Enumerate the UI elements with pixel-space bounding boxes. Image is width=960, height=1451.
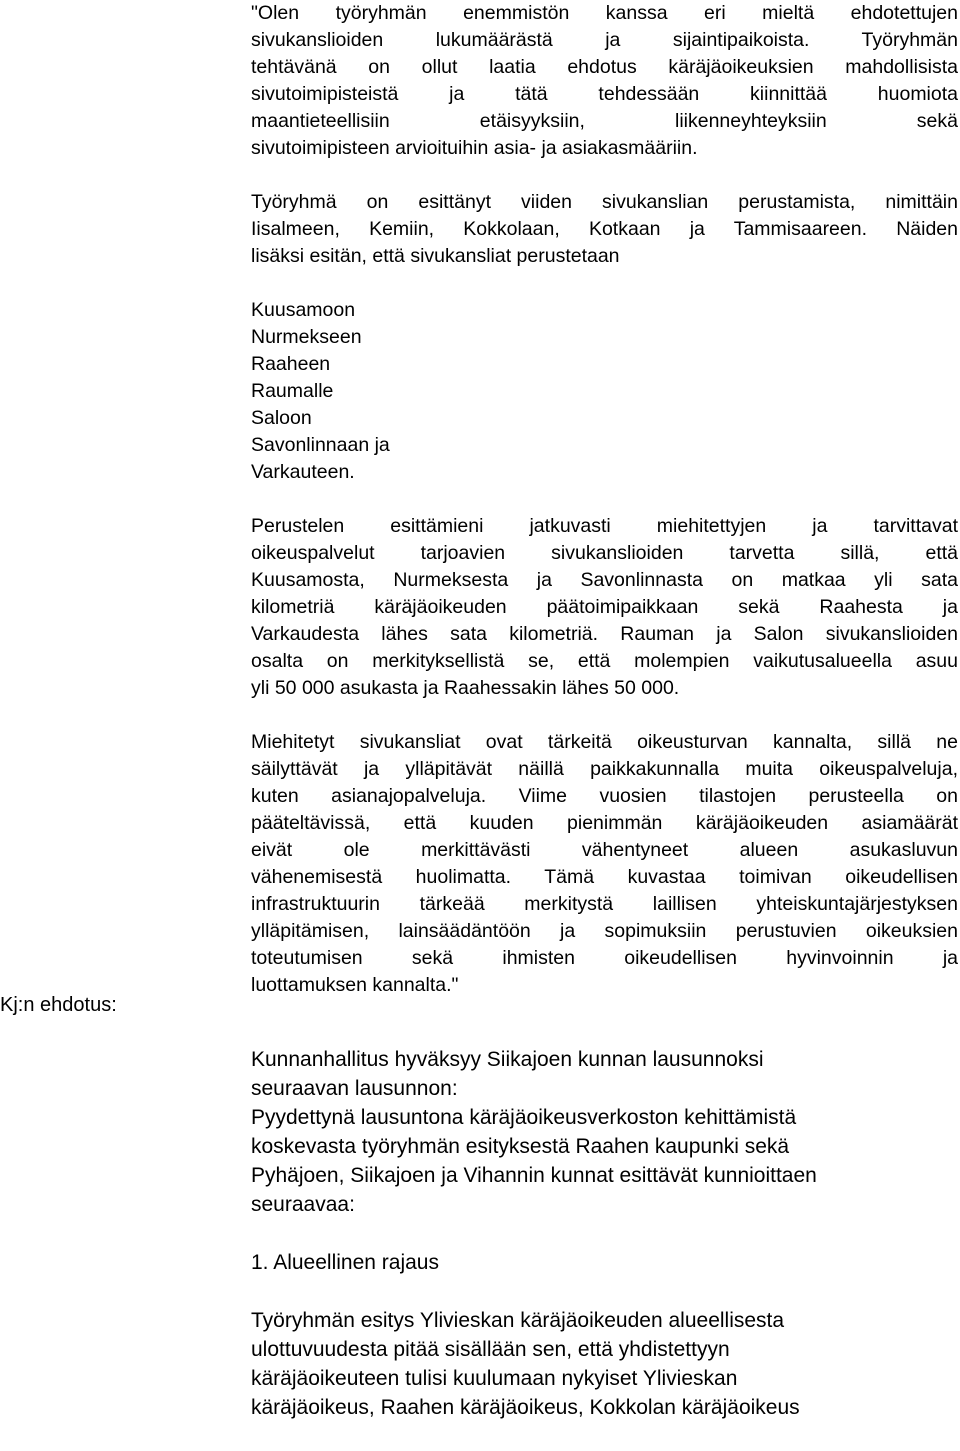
list-item: Raaheen: [251, 353, 331, 375]
text-line: luottamuksen kannalta.": [251, 974, 459, 996]
text-line: käräjäoikeus, Raahen käräjäoikeus, Kokkolan käräjäoikeus: [251, 1396, 800, 1419]
text-line: Perustelen esittämieni jatkuvasti miehitettyjen ja tarvittavat: [251, 515, 958, 537]
paragraph-3: [251, 513, 958, 702]
text-line: "Olen työryhmän enemmistön kanssa eri mieltä ehdotettujen: [251, 2, 958, 24]
text-line: pääteltävissä, että kuuden pienimmän käräjäoikeuden asiamäärät: [251, 812, 958, 834]
list-item: Varkauteen.: [251, 461, 355, 483]
text-line: ylläpitämisen, lainsäädäntöön ja sopimuksiin perustuvien oikeuksien: [251, 920, 958, 942]
text-line: Työryhmä on esittänyt viiden sivukanslian perustamista, nimittäin: [251, 191, 958, 213]
text-line: säilyttävät ja ylläpitävät näillä paikkakunnalla muita oikeuspalveluja,: [251, 758, 958, 780]
text-line: vähenemisestä huolimatta. Tämä kuvastaa toimivan oikeudellisen: [251, 866, 958, 888]
text-line: Varkaudesta lähes sata kilometriä. Rauman ja Salon sivukanslioiden: [251, 623, 958, 645]
text-line: Miehitetyt sivukansliat ovat tärkeitä oikeusturvan kannalta, sillä ne: [251, 731, 958, 753]
list-item: Nurmekseen: [251, 326, 362, 348]
text-line: yli 50 000 asukasta ja Raahessakin lähes 50 000.: [251, 677, 680, 699]
proposal-section: [251, 1045, 951, 1451]
text-line: infrastruktuurin tärkeää merkitystä laillisen yhteiskuntajärjestyksen: [251, 893, 958, 915]
text-line: Kuusamosta, Nurmeksesta ja Savonlinnasta on matkaa yli sata: [251, 569, 958, 591]
paragraph-4: [251, 729, 958, 999]
text-line: Kunnanhallitus hyväksyy Siikajoen kunnan lausunnoksi: [251, 1048, 764, 1071]
text-line: osalta on merkityksellistä se, että molempien vaikutusalueella asuu: [251, 650, 958, 672]
text-line: käräjäoikeuteen tulisi kuulumaan nykyiset Ylivieskan: [251, 1367, 738, 1390]
text-line: seuraavaa:: [251, 1193, 355, 1216]
place-list: [251, 297, 958, 486]
text-line: Pyydettynä lausuntona käräjäoikeusverkoston kehittämistä: [251, 1106, 797, 1129]
list-item: Raumalle: [251, 380, 334, 402]
text-line: Työryhmän esitys Ylivieskan käräjäoikeuden alueellisesta: [251, 1309, 785, 1332]
text-line: kuten asianajopalveluja. Viime vuosien tilastojen perusteella on: [251, 785, 958, 807]
text-line: tehtävänä on ollut laatia ehdotus käräjäoikeuksien mahdollisista: [251, 56, 958, 78]
paragraph-1: [251, 0, 958, 162]
list-item: Savonlinnaan ja: [251, 434, 390, 456]
text-line: ulottuvuudesta pitää sisällään sen, että yhdistettyyn: [251, 1338, 730, 1361]
text-line: lisäksi esitän, että sivukansliat perustetaan: [251, 245, 620, 267]
list-item: Saloon: [251, 407, 312, 429]
text-line: sivukanslioiden lukumäärästä ja sijaintipaikoista. Työryhmän: [251, 29, 958, 51]
proposal-intro: [251, 1045, 951, 1219]
text-line: sivutoimipisteistä ja tätä tehdessään kiinnittää huomiota: [251, 83, 958, 105]
list-item: Kuusamoon: [251, 299, 356, 321]
text-line: Iisalmeen, Kemiin, Kokkolaan, Kotkaan ja Tammisaareen. Näiden: [251, 218, 958, 240]
text-line: kilometriä käräjäoikeuden päätoimipaikkaan sekä Raahesta ja: [251, 596, 958, 618]
text-line: maantieteellisiin etäisyyksiin, liikenneyhteyksiin sekä: [251, 110, 958, 132]
proposal-body: [251, 1306, 951, 1422]
section-label: Kj:n ehdotus:: [0, 994, 117, 1016]
text-line: sivutoimipisteen arvioituihin asia- ja asiakasmääriin.: [251, 137, 698, 159]
text-line: seuraavan lausunnon:: [251, 1077, 458, 1100]
text-line: eivät ole merkittävästi vähentyneet alueen asukasluvun: [251, 839, 958, 861]
quoted-statement: [251, 0, 958, 1026]
text-line: koskevasta työryhmän esityksestä Raahen kaupunki sekä: [251, 1135, 790, 1158]
text-line: toteutumisen sekä ihmisten oikeudellisen hyvinvoinnin ja: [251, 947, 958, 969]
section-heading: [251, 1248, 951, 1277]
heading-text: 1. Alueellinen rajaus: [251, 1251, 439, 1274]
text-line: Pyhäjoen, Siikajoen ja Vihannin kunnat esittävät kunnioittaen: [251, 1164, 817, 1187]
paragraph-2: [251, 189, 958, 270]
text-line: oikeuspalvelut tarjoavien sivukanslioiden tarvetta sillä, että: [251, 542, 958, 564]
